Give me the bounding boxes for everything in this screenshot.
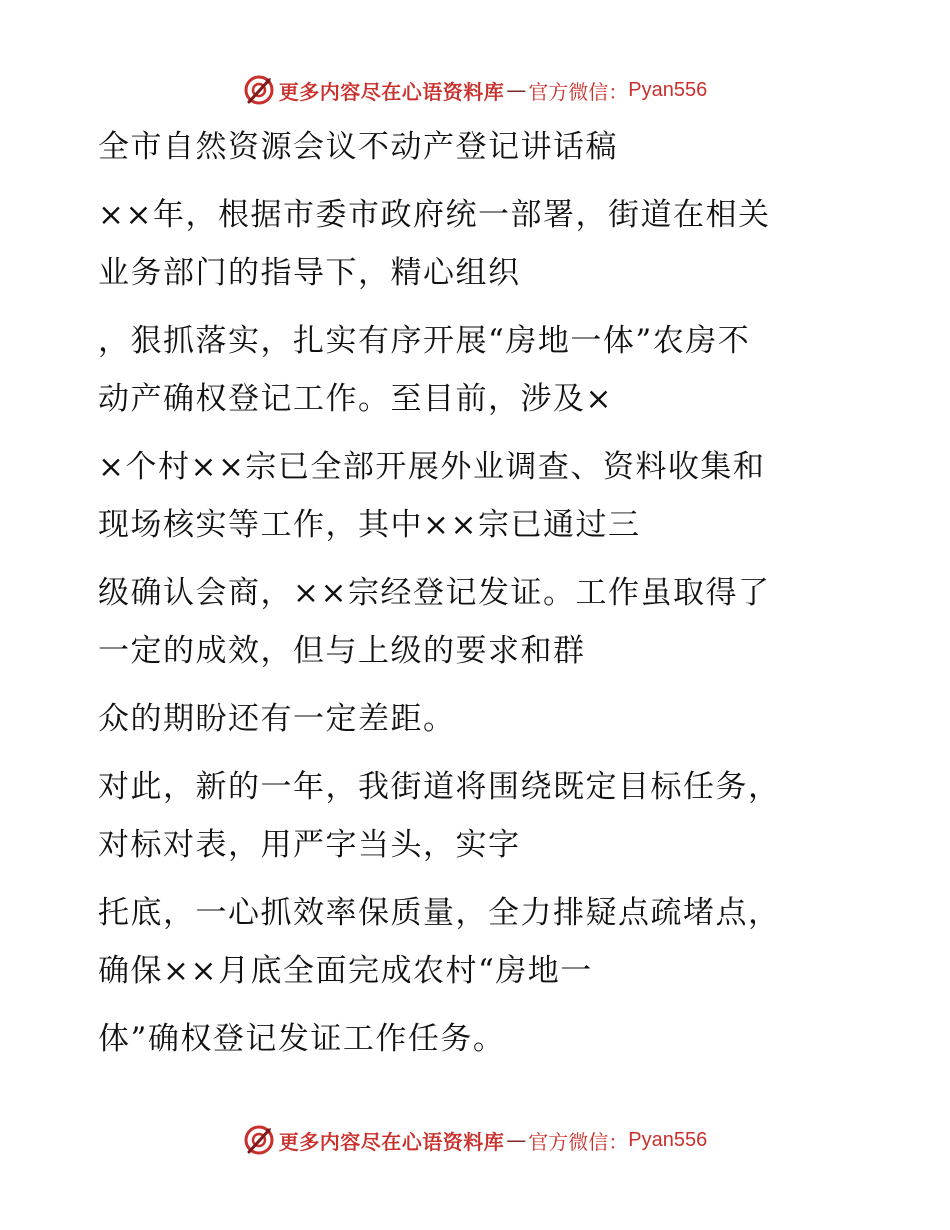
paragraph bbox=[98, 186, 838, 302]
banner-main-text: 更多内容尽在心语资料库 bbox=[278, 79, 505, 104]
paragraph-line: ，狠抓落实，扎实有序开展“房地一体”农房不 bbox=[98, 323, 751, 359]
banner-wechat-id: Pyan556 bbox=[628, 78, 708, 101]
paragraph-line: 众的期盼还有一定差距。 bbox=[98, 701, 456, 737]
paragraph bbox=[98, 564, 838, 680]
footer-banner bbox=[0, 1120, 950, 1160]
paragraph-line: 确保××月底全面完成农村“房地一 bbox=[98, 953, 593, 989]
paragraph-line: ××年，根据市委市政府统一部署，街道在相关 bbox=[98, 197, 771, 233]
feather-logo-icon bbox=[243, 74, 275, 106]
banner-main-text: 更多内容尽在心语资料库 bbox=[278, 1129, 505, 1154]
banner-dash: — bbox=[506, 78, 527, 102]
document-body bbox=[98, 118, 838, 1068]
paragraph-line: 级确认会商，××宗经登记发证。工作虽取得了 bbox=[98, 575, 771, 611]
paragraph bbox=[98, 758, 838, 874]
banner-wechat-label: 官方微信： bbox=[528, 1129, 629, 1154]
paragraph bbox=[98, 312, 838, 428]
paragraph-line: 一定的成效，但与上级的要求和群 bbox=[98, 633, 586, 669]
paragraph-line: 对标对表，用严字当头，实字 bbox=[98, 827, 521, 863]
paragraph-line: 对此，新的一年，我街道将围绕既定目标任务， bbox=[98, 769, 781, 805]
banner-dash: — bbox=[506, 1128, 527, 1152]
paragraph-line: 体”确权登记发证工作任务。 bbox=[98, 1021, 506, 1057]
paragraph-line: 动产确权登记工作。至目前，涉及× bbox=[98, 381, 613, 417]
paragraph bbox=[98, 690, 838, 748]
paragraph-line: ×个村××宗已全部开展外业调查、资料收集和 bbox=[98, 449, 766, 485]
paragraph bbox=[98, 884, 838, 1000]
paragraph-line: 托底，一心抓效率保质量，全力排疑点疏堵点， bbox=[98, 895, 781, 931]
paragraph-line: 业务部门的指导下，精心组织 bbox=[98, 255, 521, 291]
document-title: 全市自然资源会议不动产登记讲话稿 bbox=[98, 129, 618, 165]
paragraph bbox=[98, 1010, 838, 1068]
paragraph bbox=[98, 438, 838, 554]
banner-wechat-id: Pyan556 bbox=[628, 1128, 708, 1151]
feather-logo-icon bbox=[243, 1124, 275, 1156]
banner-wechat-label: 官方微信： bbox=[528, 79, 629, 104]
header-banner bbox=[0, 70, 950, 110]
paragraph-line: 现场核实等工作，其中××宗已通过三 bbox=[98, 507, 641, 543]
